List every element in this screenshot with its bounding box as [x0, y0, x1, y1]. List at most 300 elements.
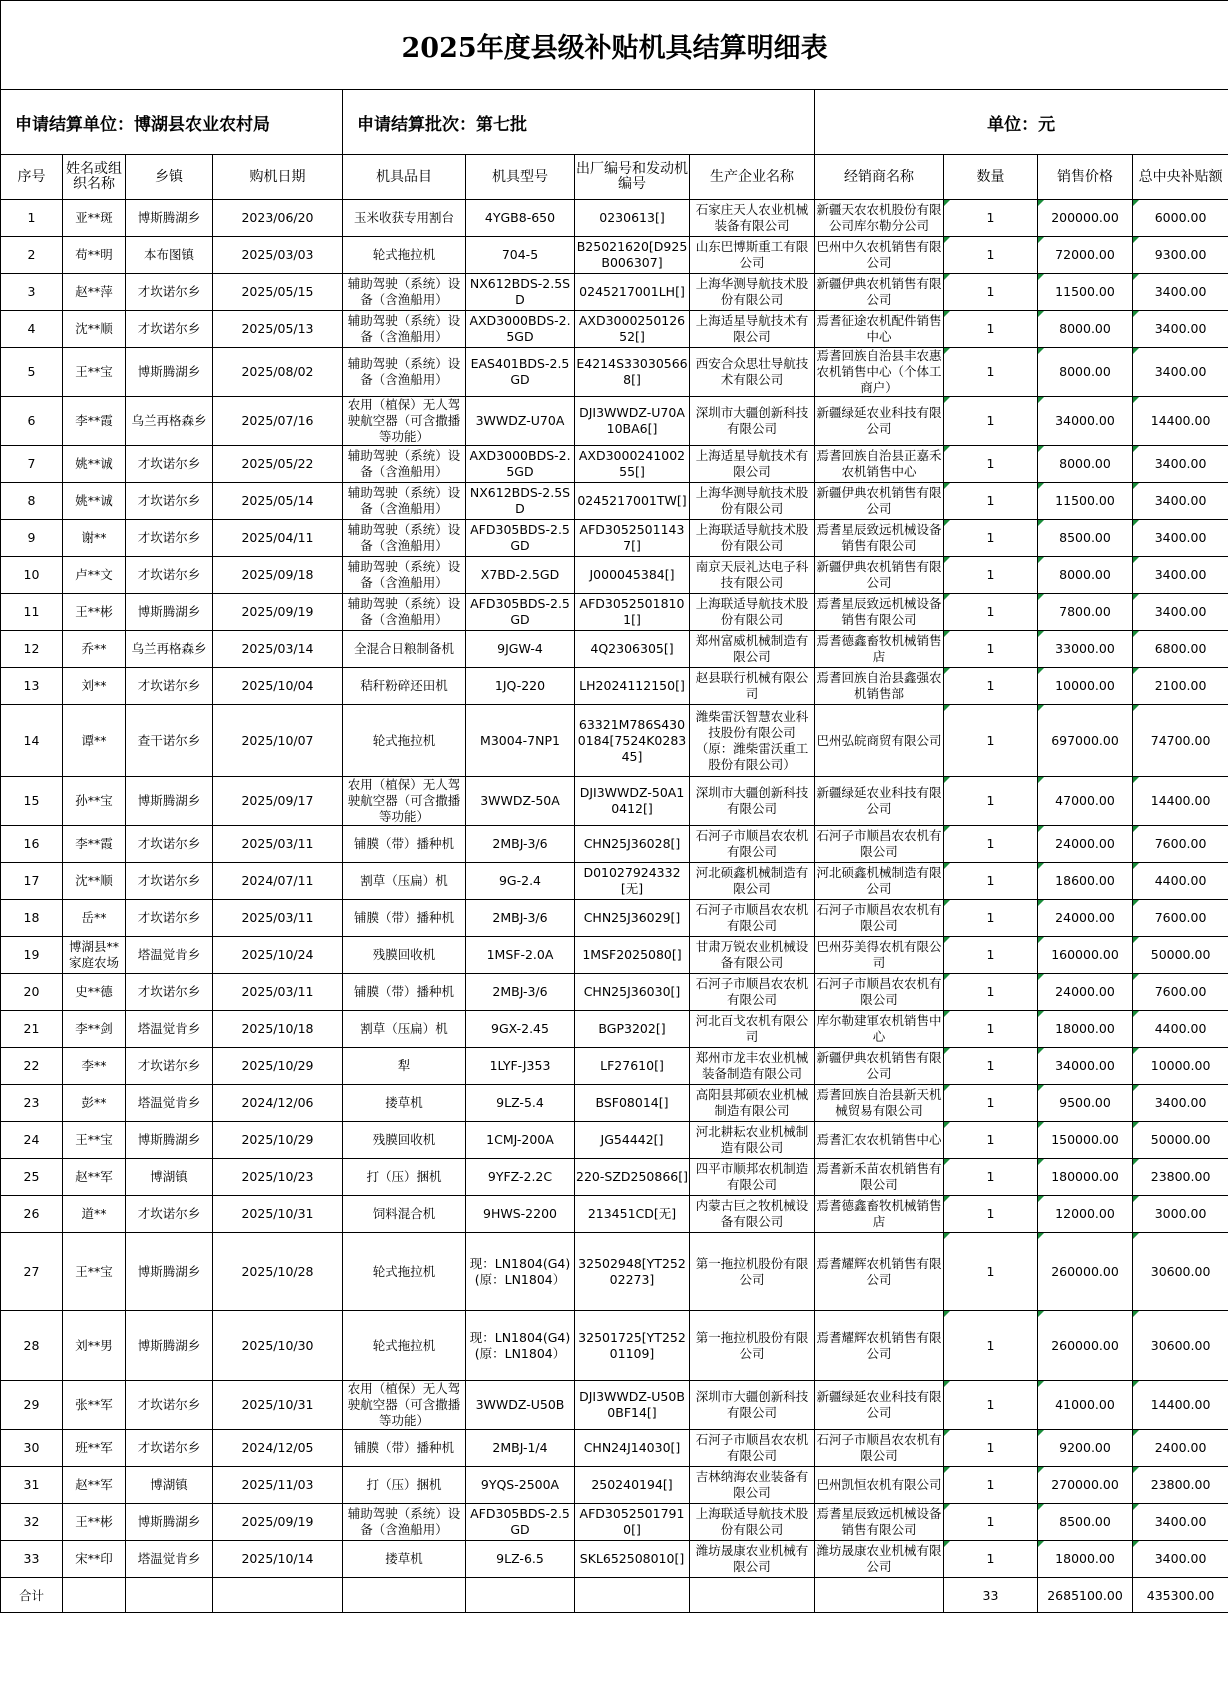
serial-number-cell: CHN24J14030[] [575, 1430, 690, 1467]
machine-model-cell: 1LYF-J353 [466, 1048, 575, 1085]
machine-model-cell: AFD305BDS-2.5GD [466, 594, 575, 631]
sales-price-cell: 10000.00 [1038, 668, 1133, 705]
machine-model-cell: AXD3000BDS-2.5GD [466, 446, 575, 483]
township-cell: 塔温觉肯乡 [126, 1541, 213, 1578]
machine-model-cell: 现：LN1804(G4)(原：LN1804） [466, 1311, 575, 1381]
serial-number-cell: LH2024112150[] [575, 668, 690, 705]
township-cell: 博湖镇 [126, 1159, 213, 1196]
dealer-cell: 焉耆耀辉农机销售有限公司 [815, 1233, 944, 1311]
table-row [1, 397, 1228, 446]
row-index-cell: 25 [1, 1159, 63, 1196]
purchase-date-cell: 2025/10/28 [213, 1233, 343, 1311]
machine-category-cell: 轮式拖拉机 [343, 705, 466, 777]
subsidy-amount-cell: 7600.00 [1133, 974, 1228, 1011]
subsidy-amount-cell: 3400.00 [1133, 274, 1228, 311]
table-row [1, 1159, 1228, 1196]
sales-price-cell: 34000.00 [1038, 1048, 1133, 1085]
quantity-cell: 1 [944, 826, 1038, 863]
applicant-name-cell: 王**彬 [63, 594, 126, 631]
applicant-name-cell: 刘**男 [63, 1311, 126, 1381]
header-cell: 乡镇 [126, 155, 213, 200]
township-cell: 博斯腾湖乡 [126, 348, 213, 397]
sales-price-cell: 33000.00 [1038, 631, 1133, 668]
machine-category-cell: 轮式拖拉机 [343, 1233, 466, 1311]
dealer-cell: 新疆绿延农业科技有限公司 [815, 777, 944, 826]
subsidy-amount-cell: 14400.00 [1133, 397, 1228, 446]
table-row [1, 668, 1228, 705]
subsidy-amount-cell: 3400.00 [1133, 1085, 1228, 1122]
table-row [1, 1233, 1228, 1311]
empty-cell [466, 1578, 575, 1613]
purchase-date-cell: 2025/10/14 [213, 1541, 343, 1578]
manufacturer-cell: 上海适星导航技术有限公司 [690, 311, 815, 348]
serial-number-cell: 63321M786S4300184[7524K028345] [575, 705, 690, 777]
machine-category-cell: 秸秆粉碎还田机 [343, 668, 466, 705]
township-cell: 才坎诺尔乡 [126, 520, 213, 557]
township-cell: 才坎诺尔乡 [126, 446, 213, 483]
table-row [1, 1504, 1228, 1541]
purchase-date-cell: 2024/12/06 [213, 1085, 343, 1122]
machine-category-cell: 打（压）捆机 [343, 1159, 466, 1196]
applicant-name-cell: 李**剑 [63, 1011, 126, 1048]
row-index-cell: 8 [1, 483, 63, 520]
manufacturer-cell: 第一拖拉机股份有限公司 [690, 1311, 815, 1381]
row-index-cell: 22 [1, 1048, 63, 1085]
dealer-cell: 焉耆德鑫畜牧机械销售店 [815, 1196, 944, 1233]
manufacturer-cell: 上海华测导航技术股份有限公司 [690, 274, 815, 311]
row-index-cell: 31 [1, 1467, 63, 1504]
machine-category-cell: 辅助驾驶（系统）设备（含渔船用） [343, 520, 466, 557]
header-cell: 总中央补贴额 [1133, 155, 1228, 200]
quantity-cell: 1 [944, 705, 1038, 777]
header-cell: 机具品目 [343, 155, 466, 200]
township-cell: 博斯腾湖乡 [126, 200, 213, 237]
machine-category-cell: 铺膜（带）播种机 [343, 826, 466, 863]
township-cell: 博斯腾湖乡 [126, 1504, 213, 1541]
sales-price-cell: 24000.00 [1038, 900, 1133, 937]
total-sales: 2685100.00 [1038, 1578, 1133, 1613]
applicant-name-cell: 赵**萍 [63, 274, 126, 311]
machine-category-cell: 搂草机 [343, 1085, 466, 1122]
applicant-name-cell: 李**霞 [63, 397, 126, 446]
purchase-date-cell: 2024/12/05 [213, 1430, 343, 1467]
subsidy-amount-cell: 3400.00 [1133, 446, 1228, 483]
row-index-cell: 1 [1, 200, 63, 237]
manufacturer-cell: 深圳市大疆创新科技有限公司 [690, 397, 815, 446]
dealer-cell: 新疆伊典农机销售有限公司 [815, 483, 944, 520]
purchase-date-cell: 2025/03/03 [213, 237, 343, 274]
machine-model-cell: AFD305BDS-2.5GD [466, 520, 575, 557]
sales-price-cell: 8000.00 [1038, 348, 1133, 397]
dealer-cell: 焉耆星辰致远机械设备销售有限公司 [815, 520, 944, 557]
dealer-cell: 新疆绿延农业科技有限公司 [815, 397, 944, 446]
manufacturer-cell: 上海适星导航技术有限公司 [690, 446, 815, 483]
dealer-cell: 焉耆星辰致远机械设备销售有限公司 [815, 1504, 944, 1541]
quantity-cell: 1 [944, 974, 1038, 1011]
township-cell: 才坎诺尔乡 [126, 826, 213, 863]
subsidy-amount-cell: 7600.00 [1133, 900, 1228, 937]
applicant-name-cell: 王**彬 [63, 1504, 126, 1541]
dealer-cell: 潍坊晟康农业机械有限公司 [815, 1541, 944, 1578]
dealer-cell: 石河子市顺昌农农机有限公司 [815, 826, 944, 863]
subsidy-amount-cell: 14400.00 [1133, 777, 1228, 826]
table-row [1, 863, 1228, 900]
subsidy-amount-cell: 3400.00 [1133, 348, 1228, 397]
applicant-name-cell: 刘** [63, 668, 126, 705]
table-row [1, 705, 1228, 777]
row-index-cell: 3 [1, 274, 63, 311]
applicant-name-cell: 赵**军 [63, 1159, 126, 1196]
row-index-cell: 2 [1, 237, 63, 274]
purchase-date-cell: 2025/03/11 [213, 900, 343, 937]
serial-number-cell: AXD300025012652[] [575, 311, 690, 348]
serial-number-cell: B25021620[D925B006307] [575, 237, 690, 274]
sales-price-cell: 18000.00 [1038, 1011, 1133, 1048]
quantity-cell: 1 [944, 1541, 1038, 1578]
applicant-name-cell: 孙**宝 [63, 777, 126, 826]
manufacturer-cell: 上海华测导航技术股份有限公司 [690, 483, 815, 520]
subsidy-amount-cell: 4400.00 [1133, 863, 1228, 900]
manufacturer-cell: 赵县联行机械有限公司 [690, 668, 815, 705]
dealer-cell: 焉耆回族自治县丰农惠农机销售中心（个体工商户） [816, 348, 942, 395]
quantity-cell: 1 [944, 668, 1038, 705]
applicant-name-cell: 岳** [63, 900, 126, 937]
applicant-name-cell: 史**德 [63, 974, 126, 1011]
township-cell: 塔温觉肯乡 [126, 1011, 213, 1048]
machine-category-cell: 铺膜（带）播种机 [343, 1430, 466, 1467]
machine-category-cell: 饲料混合机 [343, 1196, 466, 1233]
dealer-cell: 焉耆征途农机配件销售中心 [815, 311, 944, 348]
township-cell: 才坎诺尔乡 [126, 900, 213, 937]
table-row [1, 1381, 1228, 1430]
table-row [1, 974, 1228, 1011]
machine-category-cell: 轮式拖拉机 [343, 237, 466, 274]
table-row [1, 557, 1228, 594]
machine-model-cell: 2MBJ-3/6 [466, 900, 575, 937]
subsidy-amount-cell: 6000.00 [1133, 200, 1228, 237]
township-cell: 博湖镇 [126, 1467, 213, 1504]
manufacturer-cell: 河北耕耘农业机械制造有限公司 [690, 1122, 815, 1159]
machine-model-cell: 9G-2.4 [466, 863, 575, 900]
sales-price-cell: 72000.00 [1038, 237, 1133, 274]
township-cell: 才坎诺尔乡 [126, 311, 213, 348]
township-cell: 才坎诺尔乡 [126, 483, 213, 520]
quantity-cell: 1 [944, 1122, 1038, 1159]
sales-price-cell: 270000.00 [1038, 1467, 1133, 1504]
quantity-cell: 1 [944, 1159, 1038, 1196]
table-row [1, 900, 1228, 937]
sales-price-cell: 180000.00 [1038, 1159, 1133, 1196]
table-row [1, 1430, 1228, 1467]
serial-number-cell: 1MSF2025080[] [575, 937, 690, 974]
serial-number-cell: BSF08014[] [575, 1085, 690, 1122]
serial-number-cell: E4214S330305668[] [575, 348, 690, 397]
table-row [1, 1122, 1228, 1159]
quantity-cell: 1 [944, 397, 1038, 446]
township-cell: 乌兰再格森乡 [126, 397, 213, 446]
sales-price-cell: 697000.00 [1038, 705, 1133, 777]
row-index-cell: 10 [1, 557, 63, 594]
purchase-date-cell: 2025/10/07 [213, 705, 343, 777]
machine-model-cell: 1MSF-2.0A [466, 937, 575, 974]
row-index-cell: 15 [1, 777, 63, 826]
machine-model-cell: 9HWS-2200 [466, 1196, 575, 1233]
empty-cell [690, 1578, 815, 1613]
sales-price-cell: 160000.00 [1038, 937, 1133, 974]
dealer-cell: 巴州中久农机销售有限公司 [815, 237, 944, 274]
quantity-cell: 1 [944, 1467, 1038, 1504]
sales-price-cell: 8500.00 [1038, 1504, 1133, 1541]
purchase-date-cell: 2025/10/31 [213, 1196, 343, 1233]
subsidy-amount-cell: 10000.00 [1133, 1048, 1228, 1085]
township-cell: 才坎诺尔乡 [126, 1381, 213, 1430]
serial-number-cell: AFD30525018101[] [575, 594, 690, 631]
quantity-cell: 1 [944, 1048, 1038, 1085]
manufacturer-cell: 河北百戈农机有限公司 [690, 1011, 815, 1048]
quantity-cell: 1 [944, 446, 1038, 483]
currency-unit: 单位：元 [815, 90, 1228, 155]
machine-category-cell: 辅助驾驶（系统）设备（含渔船用） [343, 1504, 466, 1541]
empty-cell [213, 1578, 343, 1613]
machine-model-cell: 9YQS-2500A [466, 1467, 575, 1504]
serial-number-cell: CHN25J36029[] [575, 900, 690, 937]
township-cell: 才坎诺尔乡 [126, 668, 213, 705]
quantity-cell: 1 [944, 311, 1038, 348]
manufacturer-cell: 深圳市大疆创新科技有限公司 [690, 777, 815, 826]
table-row [1, 274, 1228, 311]
dealer-cell: 河北硕鑫机械制造有限公司 [815, 863, 944, 900]
quantity-cell: 1 [944, 274, 1038, 311]
manufacturer-cell: 吉林纳海农业装备有限公司 [690, 1467, 815, 1504]
purchase-date-cell: 2025/10/30 [213, 1311, 343, 1381]
serial-number-cell: 32502948[YT25202273] [575, 1233, 690, 1311]
row-index-cell: 30 [1, 1430, 63, 1467]
manufacturer-cell: 四平市顺邦农机制造有限公司 [690, 1159, 815, 1196]
township-cell: 博斯腾湖乡 [126, 1233, 213, 1311]
subsidy-amount-cell: 2100.00 [1133, 668, 1228, 705]
township-cell: 塔温觉肯乡 [126, 937, 213, 974]
dealer-cell: 新疆伊典农机销售有限公司 [815, 1048, 944, 1085]
sales-price-cell: 260000.00 [1038, 1233, 1133, 1311]
row-index-cell: 9 [1, 520, 63, 557]
township-cell: 本布图镇 [126, 237, 213, 274]
township-cell: 才坎诺尔乡 [126, 1430, 213, 1467]
machine-category-cell: 辅助驾驶（系统）设备（含渔船用） [343, 311, 466, 348]
purchase-date-cell: 2025/11/03 [213, 1467, 343, 1504]
machine-model-cell: 现：LN1804(G4)(原：LN1804） [466, 1233, 575, 1311]
subsidy-amount-cell: 4400.00 [1133, 1011, 1228, 1048]
quantity-cell: 1 [944, 1085, 1038, 1122]
manufacturer-cell: 石河子市顺昌农农机有限公司 [690, 1430, 815, 1467]
applicant-name-cell: 沈**顺 [63, 311, 126, 348]
dealer-cell: 焉耆德鑫畜牧机械销售店 [815, 631, 944, 668]
row-index-cell: 12 [1, 631, 63, 668]
applicant-name-cell: 谭** [63, 705, 126, 777]
table-row [1, 826, 1228, 863]
empty-cell [126, 1578, 213, 1613]
township-cell: 才坎诺尔乡 [126, 557, 213, 594]
machine-category-cell: 搂草机 [343, 1541, 466, 1578]
table-row [1, 937, 1228, 974]
dealer-cell: 石河子市顺昌农农机有限公司 [815, 1430, 944, 1467]
sales-price-cell: 11500.00 [1038, 274, 1133, 311]
row-index-cell: 32 [1, 1504, 63, 1541]
applicant-name-cell: 李** [63, 1048, 126, 1085]
manufacturer-cell: 深圳市大疆创新科技有限公司 [690, 1381, 815, 1430]
sales-price-cell: 34000.00 [1038, 397, 1133, 446]
dealer-cell: 焉耆回族自治县鑫强农机销售部 [815, 668, 944, 705]
sales-price-cell: 18600.00 [1038, 863, 1133, 900]
township-cell: 才坎诺尔乡 [126, 974, 213, 1011]
manufacturer-cell: 石河子市顺昌农农机有限公司 [690, 826, 815, 863]
sales-price-cell: 24000.00 [1038, 974, 1133, 1011]
purchase-date-cell: 2025/03/11 [213, 974, 343, 1011]
table-row [1, 631, 1228, 668]
machine-category-cell: 铺膜（带）播种机 [343, 900, 466, 937]
header-cell: 生产企业名称 [690, 155, 815, 200]
subsidy-amount-cell: 3000.00 [1133, 1196, 1228, 1233]
empty-cell [343, 1578, 466, 1613]
subsidy-amount-cell: 50000.00 [1133, 937, 1228, 974]
applicant-name-cell: 王**宝 [63, 348, 126, 397]
manufacturer-cell: 石河子市顺昌农农机有限公司 [690, 974, 815, 1011]
row-index-cell: 19 [1, 937, 63, 974]
quantity-cell: 1 [944, 237, 1038, 274]
sales-price-cell: 47000.00 [1038, 777, 1133, 826]
manufacturer-cell: 河北硕鑫机械制造有限公司 [690, 863, 815, 900]
machine-model-cell: 3WWDZ-U50B [466, 1381, 575, 1430]
applicant-name-cell: 王**宝 [63, 1122, 126, 1159]
purchase-date-cell: 2025/09/19 [213, 1504, 343, 1541]
machine-category-cell: 农用（植保）无人驾驶航空器（可含撒播等功能） [343, 397, 466, 446]
purchase-date-cell: 2025/10/29 [213, 1122, 343, 1159]
header-cell: 序号 [1, 155, 63, 200]
dealer-cell: 焉耆耀辉农机销售有限公司 [815, 1311, 944, 1381]
serial-number-cell: 250240194[] [575, 1467, 690, 1504]
header-cell: 经销商名称 [815, 155, 944, 200]
purchase-date-cell: 2025/03/14 [213, 631, 343, 668]
sales-price-cell: 24000.00 [1038, 826, 1133, 863]
applicant-name-cell: 苟**明 [63, 237, 126, 274]
purchase-date-cell: 2025/04/11 [213, 520, 343, 557]
applicant-name-cell: 彭** [63, 1085, 126, 1122]
empty-cell [575, 1578, 690, 1613]
applicant-name-cell: 卢**文 [63, 557, 126, 594]
settlement-batch: 申请结算批次：第七批 [343, 90, 815, 155]
sales-price-cell: 8000.00 [1038, 557, 1133, 594]
subsidy-amount-cell: 9300.00 [1133, 237, 1228, 274]
machine-model-cell: NX612BDS-2.5SD [466, 483, 575, 520]
table-row [1, 594, 1228, 631]
machine-model-cell: 1CMJ-200A [466, 1122, 575, 1159]
sales-price-cell: 8000.00 [1038, 311, 1133, 348]
dealer-cell: 新疆绿延农业科技有限公司 [815, 1381, 944, 1430]
serial-number-cell: 213451CD[无] [575, 1196, 690, 1233]
row-index-cell: 18 [1, 900, 63, 937]
quantity-cell: 1 [944, 1504, 1038, 1541]
machine-category-cell: 辅助驾驶（系统）设备（含渔船用） [343, 557, 466, 594]
quantity-cell: 1 [944, 1430, 1038, 1467]
applicant-name-cell: 李**霞 [63, 826, 126, 863]
header-cell: 机具型号 [466, 155, 575, 200]
machine-category-cell: 农用（植保）无人驾驶航空器（可含撒播等功能） [343, 777, 466, 826]
applicant-name-cell: 班**军 [63, 1430, 126, 1467]
sales-price-cell: 18000.00 [1038, 1541, 1133, 1578]
subsidy-amount-cell: 14400.00 [1133, 1381, 1228, 1430]
machine-model-cell: 2MBJ-3/6 [466, 826, 575, 863]
purchase-date-cell: 2025/03/11 [213, 826, 343, 863]
township-cell: 乌兰再格森乡 [126, 631, 213, 668]
serial-number-cell: BGP3202[] [575, 1011, 690, 1048]
machine-category-cell: 轮式拖拉机 [343, 1311, 466, 1381]
row-index-cell: 29 [1, 1381, 63, 1430]
table-row [1, 777, 1228, 826]
purchase-date-cell: 2024/07/11 [213, 863, 343, 900]
machine-model-cell: 3WWDZ-50A [466, 777, 575, 826]
machine-model-cell: NX612BDS-2.5SD [466, 274, 575, 311]
machine-category-cell: 割草（压扁）机 [343, 863, 466, 900]
quantity-cell: 1 [944, 937, 1038, 974]
header-cell: 购机日期 [213, 155, 343, 200]
purchase-date-cell: 2025/05/14 [213, 483, 343, 520]
dealer-cell: 焉耆回族自治县正嘉禾农机销售中心 [815, 446, 944, 483]
machine-category-cell: 玉米收获专用割台 [343, 200, 466, 237]
applicant-unit: 申请结算单位：博湖县农业农村局 [1, 90, 343, 155]
quantity-cell: 1 [944, 200, 1038, 237]
table-row [1, 483, 1228, 520]
row-index-cell: 5 [1, 348, 63, 397]
sales-price-cell: 41000.00 [1038, 1381, 1133, 1430]
township-cell: 查干诺尔乡 [126, 705, 213, 777]
quantity-cell: 1 [944, 631, 1038, 668]
subsidy-amount-cell: 74700.00 [1133, 705, 1228, 777]
row-index-cell: 28 [1, 1311, 63, 1381]
empty-cell [63, 1578, 126, 1613]
quantity-cell: 1 [944, 483, 1038, 520]
applicant-name-cell: 乔** [63, 631, 126, 668]
purchase-date-cell: 2025/08/02 [213, 348, 343, 397]
machine-model-cell: 2MBJ-1/4 [466, 1430, 575, 1467]
row-index-cell: 21 [1, 1011, 63, 1048]
serial-number-cell: JG54442[] [575, 1122, 690, 1159]
quantity-cell: 1 [944, 557, 1038, 594]
subsidy-amount-cell: 3400.00 [1133, 520, 1228, 557]
quantity-cell: 1 [944, 1311, 1038, 1381]
serial-number-cell: CHN25J36030[] [575, 974, 690, 1011]
serial-number-cell: 0245217001TW[] [575, 483, 690, 520]
subsidy-amount-cell: 2400.00 [1133, 1430, 1228, 1467]
quantity-cell: 1 [944, 520, 1038, 557]
machine-model-cell: 3WWDZ-U70A [466, 397, 575, 446]
dealer-cell: 库尔勒建軍农机销售中心 [815, 1011, 944, 1048]
serial-number-cell: DJI3WWDZ-U50B0BF14[] [575, 1381, 690, 1430]
manufacturer-cell: 上海联适导航技术股份有限公司 [690, 594, 815, 631]
row-index-cell: 6 [1, 397, 63, 446]
machine-model-cell: 1JQ-220 [466, 668, 575, 705]
quantity-cell: 1 [944, 594, 1038, 631]
machine-category-cell: 割草（压扁）机 [343, 1011, 466, 1048]
header-row [1, 155, 1228, 200]
township-cell: 才坎诺尔乡 [126, 1196, 213, 1233]
machine-category-cell: 农用（植保）无人驾驶航空器（可含撒播等功能） [343, 1381, 466, 1430]
applicant-name-cell: 博湖县**家庭农场 [63, 937, 126, 974]
row-index-cell: 4 [1, 311, 63, 348]
purchase-date-cell: 2025/10/29 [213, 1048, 343, 1085]
dealer-cell: 巴州凯恒农机有限公司 [815, 1467, 944, 1504]
subsidy-amount-cell: 3400.00 [1133, 483, 1228, 520]
header-cell: 姓名或组织名称 [63, 155, 126, 200]
row-index-cell: 23 [1, 1085, 63, 1122]
